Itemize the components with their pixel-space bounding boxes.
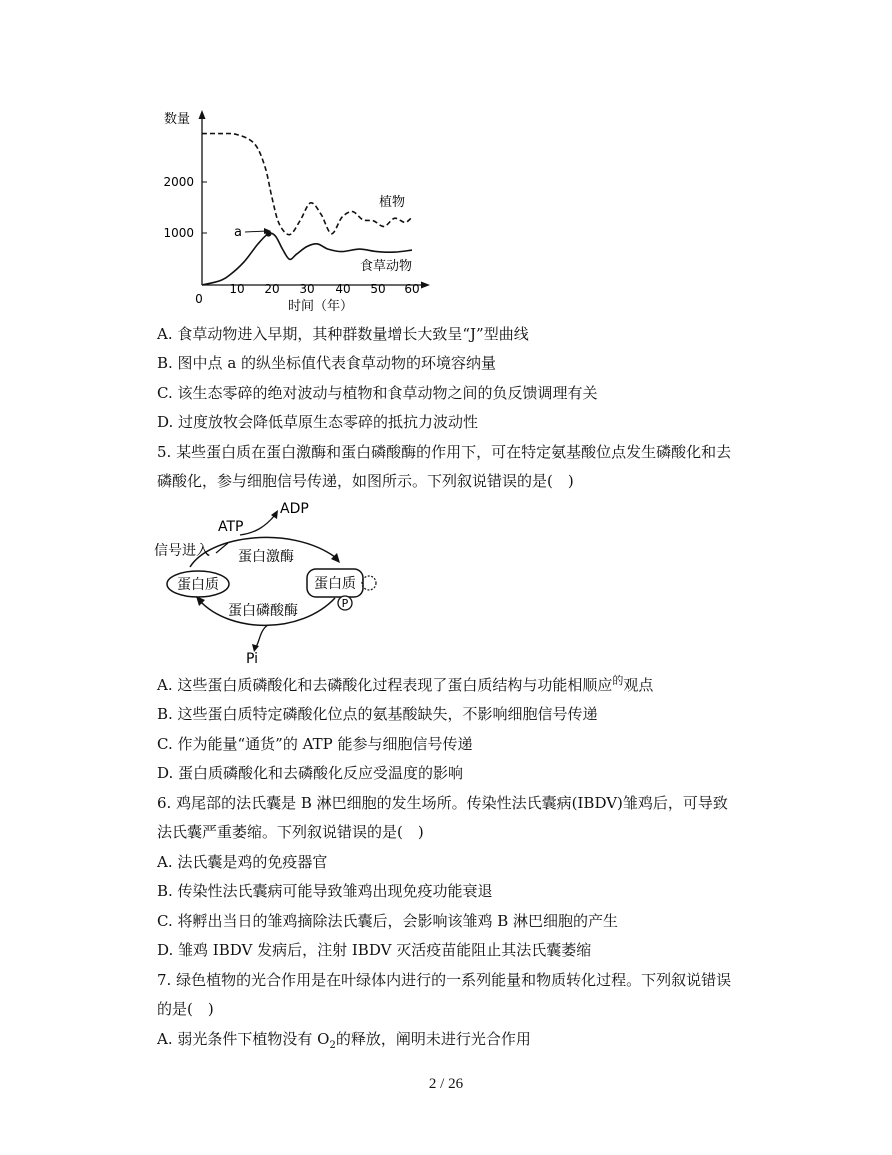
q5-option-d: D. 蛋白质磷酸化和去磷酸化反应受温度的影响 bbox=[157, 764, 464, 782]
q5-option-c: C. 作为能量“通货”的 ATP 能参与细胞信号传递 bbox=[157, 735, 473, 753]
q5-option-a-main: A. 这些蛋白质磷酸化和去磷酸化过程表现了蛋白质结构与功能相顺应 bbox=[157, 676, 613, 694]
atp-adp-arrow bbox=[240, 515, 275, 535]
q7-option-a-sub: 2 bbox=[329, 1040, 336, 1051]
adp-label: ADP bbox=[280, 501, 309, 517]
q4-option-a: A. 食草动物进入早期，其种群数量增长大致呈“J”型曲线 bbox=[157, 325, 529, 343]
pi-arrow bbox=[256, 625, 268, 647]
x-axis-label: 时间（年） bbox=[288, 299, 354, 314]
q4-option-b: B. 图中点 a 的纵坐标值代表食草动物的环境容纳量 bbox=[157, 354, 497, 372]
phosphate-label: P bbox=[341, 597, 349, 610]
x-tick-label-20: 20 bbox=[264, 281, 280, 296]
phosphorylation-diagram-svg bbox=[150, 495, 400, 670]
q5-option-a bbox=[157, 674, 653, 698]
series-line-plants bbox=[202, 133, 412, 234]
q5-option-a-tail: 观点 bbox=[623, 676, 654, 694]
q6-option-c: C. 将孵出当日的雏鸡摘除法氏囊后，会影响该雏鸡 B 淋巴细胞的产生 bbox=[157, 912, 619, 930]
q5-option-b: B. 这些蛋白质特定磷酸化位点的氨基酸缺失，不影响细胞信号传递 bbox=[157, 705, 598, 723]
point-a-arrow bbox=[245, 231, 267, 232]
pi-label: Pi bbox=[246, 651, 259, 667]
x-tick-label-10: 10 bbox=[229, 281, 245, 296]
q5-stem-line2: 磷酸化，参与细胞信号传递，如图所示。下列叙说错误的是( ) bbox=[157, 472, 574, 490]
x-axis-arrow bbox=[421, 282, 430, 289]
x-tick-label-40: 40 bbox=[335, 281, 351, 296]
q6-option-d: D. 雏鸡 IBDV 发病后，注射 IBDV 灭活疫苗能阻止其法氏囊萎缩 bbox=[157, 941, 592, 959]
x-tick-label-50: 50 bbox=[370, 281, 386, 296]
q7-option-a bbox=[157, 1028, 531, 1053]
q4-option-c: C. 该生态零碎的绝对波动与植物和食草动物之间的负反馈调理有关 bbox=[157, 384, 598, 402]
atp-label: ATP bbox=[218, 519, 244, 535]
y-tick-label-1000: 1000 bbox=[163, 226, 194, 240]
legend-plants: 植物 bbox=[379, 195, 406, 210]
q6-option-b: B. 传染性法氏囊病可能导致雏鸡出现免疫功能衰退 bbox=[157, 882, 493, 900]
y-axis-label: 数量 bbox=[164, 112, 191, 127]
q7-option-a-post: 的释放，阐明未进行光合作用 bbox=[335, 1030, 531, 1048]
phosphorylation-diagram bbox=[150, 495, 400, 670]
q5-option-a-sup: 的 bbox=[612, 674, 624, 687]
phosphatase-label: 蛋白磷酸酶 bbox=[228, 603, 298, 619]
x-tick-label-0: 0 bbox=[195, 291, 203, 306]
page-number: 2 / 26 bbox=[428, 1076, 464, 1092]
q6-stem-line1: 6. 鸡尾部的法氏囊是 B 淋巴细胞的发生场所。传染性法氏囊病(IBDV)雏鸡后，可导致 bbox=[157, 794, 728, 812]
population-chart bbox=[150, 100, 450, 330]
y-tick-label-2000: 2000 bbox=[163, 175, 194, 189]
active-marker bbox=[362, 576, 376, 590]
q6-stem-line2: 法氏囊严重萎缩。下列叙说错误的是( ) bbox=[157, 823, 424, 841]
x-tick-label-60: 60 bbox=[404, 281, 420, 296]
q7-option-a-pre: A. 弱光条件下植物没有 O bbox=[157, 1030, 330, 1048]
q4-option-d: D. 过度放牧会降低草原生态零碎的抵抗力波动性 bbox=[157, 413, 479, 431]
kinase-label: 蛋白激酶 bbox=[238, 549, 294, 565]
y-axis-arrow bbox=[199, 110, 206, 119]
x-tick-label-30: 30 bbox=[299, 281, 315, 296]
point-a-label: a bbox=[234, 225, 242, 240]
q5-stem-line1: 5. 某些蛋白质在蛋白激酶和蛋白磷酸酶的作用下，可在特定氨基酸位点发生磷酸化和去 bbox=[157, 443, 732, 461]
protein-right-label: 蛋白质 bbox=[314, 576, 356, 592]
signal-label: 信号进入 bbox=[154, 543, 210, 559]
q7-stem-line1: 7. 绿色植物的光合作用是在叶绿体内进行的一系列能量和物质转化过程。下列叙说错误 bbox=[157, 971, 732, 989]
q7-stem-line2: 的是( ) bbox=[157, 1000, 214, 1018]
legend-herbivores: 食草动物 bbox=[360, 259, 413, 274]
q6-option-a: A. 法氏囊是鸡的免疫器官 bbox=[157, 853, 328, 871]
population-chart-svg bbox=[150, 100, 450, 330]
protein-left-label: 蛋白质 bbox=[177, 577, 219, 593]
